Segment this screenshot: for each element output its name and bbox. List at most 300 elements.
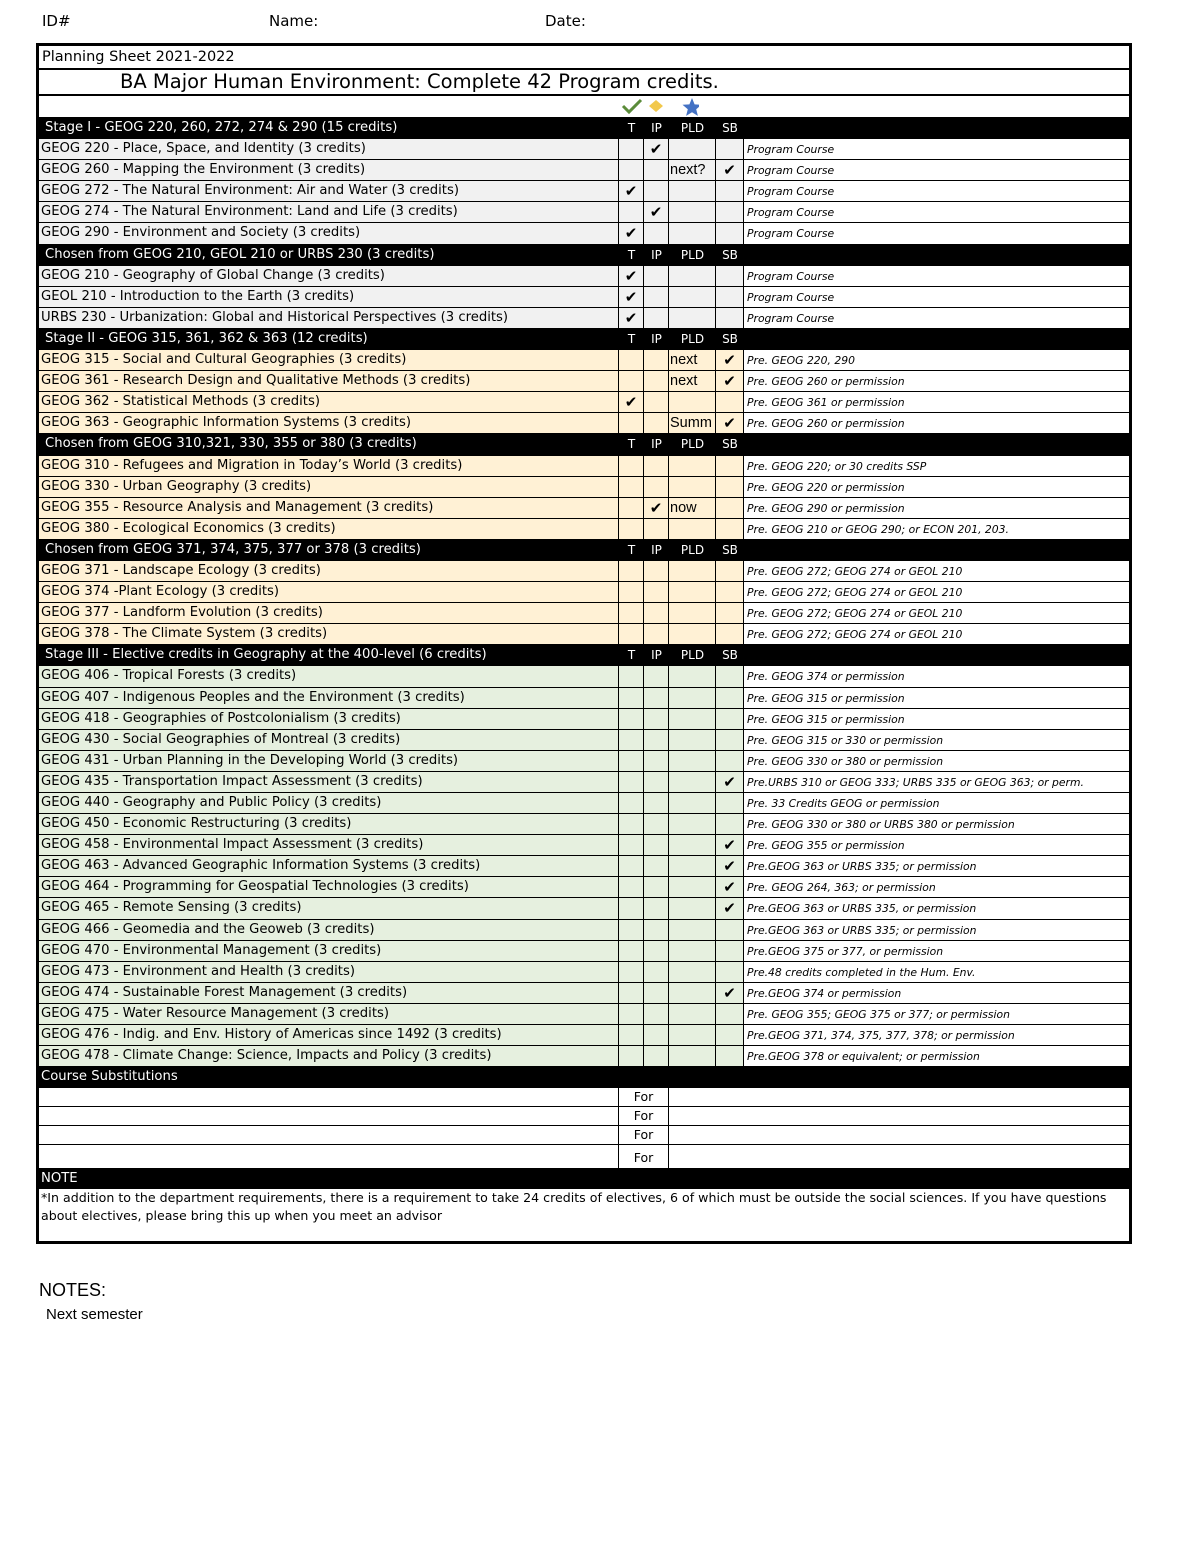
prerequisite-note: Pre. GEOG 272; GEOG 274 or GEOL 210 (747, 564, 963, 578)
section-blank (744, 434, 1129, 454)
status-pld-cell[interactable] (669, 730, 716, 750)
course-row (39, 983, 1129, 1004)
prerequisite-note: Pre. GEOG 264, 363; or permission (747, 881, 936, 895)
section-blank (744, 245, 1129, 265)
status-sb-cell[interactable] (716, 181, 744, 201)
course-row (39, 751, 1129, 772)
col-header-t: T (627, 121, 636, 135)
status-ip-cell[interactable] (644, 688, 669, 708)
course-row (39, 181, 1129, 202)
course-name: GEOG 355 - Resource Analysis and Management (3 credits) (39, 498, 619, 518)
course-name: GEOG 362 - Statistical Methods (3 credits) (39, 392, 619, 412)
col-header-pld: PLD (680, 247, 705, 262)
course-name: GEOG 380 - Ecological Economics (3 credits) (39, 519, 619, 539)
status-sb-cell[interactable]: ✔ (716, 856, 744, 876)
status-pld-cell[interactable] (669, 962, 716, 982)
col-header-sb: SB (722, 437, 738, 452)
status-ip-cell[interactable] (644, 1046, 669, 1066)
status-t-cell[interactable] (619, 160, 644, 180)
col-header-ip: IP (651, 648, 662, 663)
section-blank (744, 329, 1129, 349)
status-ip-cell[interactable] (644, 814, 669, 834)
col-header-sb: SB (722, 247, 738, 262)
col-header-t: T (627, 331, 636, 346)
status-sb-cell[interactable] (716, 751, 744, 771)
status-ip-cell[interactable] (644, 877, 669, 897)
status-sb-cell[interactable]: ✔ (716, 371, 744, 391)
substitution-course-field[interactable] (39, 1088, 619, 1106)
notes-text: Next semester (46, 1306, 143, 1323)
status-pld-cell[interactable] (669, 898, 716, 918)
prerequisite-note: Pre. GEOG 210 or GEOG 290; or ECON 201, 203. (747, 522, 1009, 536)
col-header-pld: PLD (680, 648, 705, 663)
status-t-cell[interactable] (619, 350, 644, 370)
status-t-cell[interactable] (619, 1025, 644, 1045)
status-sb-cell[interactable] (716, 920, 744, 940)
status-pld-cell[interactable] (669, 139, 716, 159)
course-row (39, 856, 1129, 877)
section-title: Chosen from GEOG 371, 374, 375, 377 or 378 (3 credits) (45, 541, 421, 557)
status-t-cell[interactable] (619, 1046, 644, 1066)
course-name: GEOG 470 - Environmental Management (3 credits) (39, 941, 619, 961)
status-t-cell[interactable] (619, 983, 644, 1003)
course-row (39, 202, 1129, 223)
status-t-cell[interactable] (619, 139, 644, 159)
col-header-ip: IP (651, 331, 662, 346)
prerequisite-note: Pre. GEOG 315 or 330 or permission (747, 733, 944, 747)
status-ip-cell[interactable]: ✔ (644, 498, 669, 518)
col-header-t: T (627, 542, 636, 557)
section-title: Chosen from GEOG 210, GEOL 210 or URBS 230 (3 credits) (45, 246, 435, 262)
course-name: GEOG 371 - Landscape Ecology (3 credits) (39, 561, 619, 581)
course-name: GEOG 418 - Geographies of Postcolonialism (3 credits) (39, 709, 619, 729)
status-pld-cell[interactable] (669, 266, 716, 286)
prerequisite-note: Pre. GEOG 272; GEOG 274 or GEOL 210 (747, 628, 963, 642)
status-pld-cell[interactable] (669, 582, 716, 602)
prerequisite-note: Pre.GEOG 378 or equivalent; or permission (747, 1050, 980, 1064)
status-pld-cell[interactable] (669, 1046, 716, 1066)
status-t-cell[interactable] (619, 582, 644, 602)
course-row (39, 456, 1129, 477)
status-ip-cell[interactable] (644, 350, 669, 370)
status-pld-cell[interactable] (669, 983, 716, 1003)
course-row (39, 835, 1129, 856)
prerequisite-note: Pre. GEOG 330 or 380 or URBS 380 or permission (747, 818, 1015, 832)
section-blank (744, 540, 1129, 560)
course-name: GEOG 465 - Remote Sensing (3 credits) (39, 898, 619, 918)
status-t-cell[interactable] (619, 730, 644, 750)
prerequisite-note: Pre. GEOG 272; GEOG 274 or GEOL 210 (747, 586, 963, 600)
status-pld-cell[interactable] (669, 223, 716, 243)
substitution-course-field[interactable] (39, 1126, 619, 1144)
status-ip-cell[interactable] (644, 983, 669, 1003)
planning-title: Planning Sheet 2021-2022 (39, 46, 1129, 70)
status-pld-cell[interactable] (669, 856, 716, 876)
status-pld-cell[interactable] (669, 877, 716, 897)
status-sb-cell[interactable] (716, 202, 744, 222)
status-pld-cell[interactable]: now (669, 498, 716, 518)
prerequisite-note: Pre. GEOG 260 or permission (747, 417, 905, 431)
substitution-course-field[interactable] (39, 1145, 619, 1168)
col-header-pld: PLD (680, 121, 705, 135)
status-ip-cell[interactable] (644, 519, 669, 539)
course-name: URBS 230 - Urbanization: Global and Historical Perspectives (3 credits) (39, 308, 619, 328)
substitution-replaced-field[interactable] (669, 1088, 1129, 1106)
col-header-pld: PLD (680, 437, 705, 452)
status-ip-cell[interactable] (644, 772, 669, 792)
status-t-cell[interactable]: ✔ (619, 308, 644, 328)
substitutions-header (39, 1067, 1129, 1088)
section-title: Stage I - GEOG 220, 260, 272, 274 & 290 (15 credits) (45, 120, 398, 135)
status-pld-cell[interactable] (669, 561, 716, 581)
status-t-cell[interactable] (619, 456, 644, 476)
section-blank (744, 645, 1129, 665)
col-header-pld: PLD (680, 542, 705, 557)
status-t-cell[interactable]: ✔ (619, 392, 644, 412)
course-name: GEOG 272 - The Natural Environment: Air and Water (3 credits) (39, 181, 619, 201)
status-ip-cell[interactable] (644, 624, 669, 644)
note-title: NOTE (39, 1168, 1129, 1189)
course-row (39, 1046, 1129, 1067)
status-sb-cell[interactable] (716, 1004, 744, 1024)
course-name: GEOG 315 - Social and Cultural Geographies (3 credits) (39, 350, 619, 370)
legend-row (39, 96, 1129, 118)
status-ip-cell[interactable]: ✔ (644, 202, 669, 222)
course-row (39, 962, 1129, 983)
status-sb-cell[interactable]: ✔ (716, 772, 744, 792)
course-row (39, 160, 1129, 181)
diamond-icon (649, 100, 663, 112)
course-row (39, 772, 1129, 793)
status-pld-cell[interactable] (669, 835, 716, 855)
status-ip-cell[interactable] (644, 835, 669, 855)
status-ip-cell[interactable] (644, 666, 669, 686)
section-header-row (39, 245, 1129, 266)
course-name: GEOG 474 - Sustainable Forest Management (3 credits) (39, 983, 619, 1003)
prerequisite-note: Pre. GEOG 220, 290 (747, 354, 856, 368)
prerequisite-note: Pre.GEOG 363 or URBS 335; or permission (747, 860, 977, 874)
prerequisite-note: Pre. GEOG 355 or permission (747, 839, 905, 853)
status-ip-cell[interactable] (644, 287, 669, 307)
course-name: GEOG 406 - Tropical Forests (3 credits) (39, 666, 619, 686)
course-row (39, 709, 1129, 730)
star-icon (683, 98, 700, 116)
status-t-cell[interactable] (619, 603, 644, 623)
status-ip-cell[interactable] (644, 793, 669, 813)
course-name: GEOG 464 - Programming for Geospatial Technologies (3 credits) (39, 877, 619, 897)
col-header-t: T (627, 648, 636, 663)
status-sb-cell[interactable] (716, 519, 744, 539)
notes-title: NOTES: (39, 1280, 107, 1300)
status-pld-cell[interactable] (669, 793, 716, 813)
status-pld-cell[interactable] (669, 1025, 716, 1045)
status-pld-cell[interactable]: next (669, 371, 716, 391)
col-header-pld: PLD (680, 331, 705, 346)
status-ip-cell[interactable] (644, 962, 669, 982)
substitution-for-label: For (619, 1126, 669, 1144)
status-ip-cell[interactable] (644, 856, 669, 876)
status-t-cell[interactable] (619, 920, 644, 940)
status-t-cell[interactable] (619, 814, 644, 834)
status-ip-cell[interactable] (644, 920, 669, 940)
status-ip-cell[interactable] (644, 709, 669, 729)
status-sb-cell[interactable] (716, 223, 744, 243)
status-sb-cell[interactable] (716, 709, 744, 729)
substitutions-table (39, 1088, 1129, 1168)
status-sb-cell[interactable] (716, 962, 744, 982)
course-name: GEOG 377 - Landform Evolution (3 credits) (39, 603, 619, 623)
course-row (39, 308, 1129, 329)
prerequisite-note: Pre.URBS 310 or GEOG 333; URBS 335 or GEOG 363; or perm. (747, 775, 1084, 789)
course-name: GEOG 407 - Indigenous Peoples and the Environment (3 credits) (39, 688, 619, 708)
status-sb-cell[interactable] (716, 603, 744, 623)
status-t-cell[interactable] (619, 519, 644, 539)
course-row (39, 941, 1129, 962)
status-ip-cell[interactable] (644, 223, 669, 243)
status-t-cell[interactable] (619, 624, 644, 644)
status-ip-cell[interactable] (644, 941, 669, 961)
status-t-cell[interactable] (619, 772, 644, 792)
status-t-cell[interactable] (619, 561, 644, 581)
prerequisite-note: Pre.48 credits completed in the Hum. Env. (747, 965, 976, 979)
status-t-cell[interactable] (619, 688, 644, 708)
course-row (39, 730, 1129, 751)
course-name: GEOG 374 -Plant Ecology (3 credits) (39, 582, 619, 602)
status-pld-cell[interactable]: next (669, 350, 716, 370)
prerequisite-note: Pre.GEOG 375 or 377, or permission (747, 944, 944, 958)
course-name: GEOG 435 - Transportation Impact Assessment (3 credits) (39, 772, 619, 792)
status-ip-cell[interactable] (644, 371, 669, 391)
course-name: GEOG 473 - Environment and Health (3 credits) (39, 962, 619, 982)
status-pld-cell[interactable]: Summ (669, 413, 716, 433)
course-row (39, 920, 1129, 941)
status-sb-cell[interactable]: ✔ (716, 898, 744, 918)
section-header-row (39, 329, 1129, 350)
course-row (39, 223, 1129, 244)
status-pld-cell[interactable] (669, 477, 716, 497)
prerequisite-note: Program Course (747, 164, 835, 178)
status-t-cell[interactable] (619, 413, 644, 433)
section-header-row (39, 434, 1129, 455)
prerequisite-note: Pre. GEOG 374 or permission (747, 670, 905, 684)
prerequisite-note: Pre.GEOG 374 or permission (747, 986, 902, 1000)
status-sb-cell[interactable] (716, 1046, 744, 1066)
course-row (39, 1004, 1129, 1025)
status-ip-cell[interactable]: ✔ (644, 139, 669, 159)
section-blank (744, 118, 1129, 138)
status-t-cell[interactable] (619, 498, 644, 518)
substitution-for-label: For (619, 1107, 669, 1125)
status-pld-cell[interactable] (669, 688, 716, 708)
course-row (39, 624, 1129, 645)
substitution-course-field[interactable] (39, 1107, 619, 1125)
status-t-cell[interactable]: ✔ (619, 223, 644, 243)
prerequisite-note: Program Course (747, 290, 835, 304)
status-pld-cell[interactable] (669, 456, 716, 476)
status-ip-cell[interactable] (644, 308, 669, 328)
course-name: GEOG 475 - Water Resource Management (3 credits) (39, 1004, 619, 1024)
prerequisite-note: Program Course (747, 311, 835, 325)
course-name: GEOG 463 - Advanced Geographic Information Systems (3 credits) (39, 856, 619, 876)
status-sb-cell[interactable] (716, 561, 744, 581)
status-sb-cell[interactable] (716, 266, 744, 286)
status-t-cell[interactable] (619, 856, 644, 876)
status-t-cell[interactable] (619, 666, 644, 686)
status-t-cell[interactable]: ✔ (619, 181, 644, 201)
status-sb-cell[interactable] (716, 456, 744, 476)
status-sb-cell[interactable] (716, 730, 744, 750)
prerequisite-note: Pre. 33 Credits GEOG or permission (747, 797, 940, 810)
status-pld-cell[interactable] (669, 814, 716, 834)
status-sb-cell[interactable]: ✔ (716, 983, 744, 1003)
col-header-sb: SB (722, 648, 738, 663)
status-sb-cell[interactable] (716, 477, 744, 497)
status-t-cell[interactable]: ✔ (619, 266, 644, 286)
status-ip-cell[interactable] (644, 751, 669, 771)
status-pld-cell[interactable] (669, 666, 716, 686)
status-ip-cell[interactable] (644, 181, 669, 201)
prerequisite-note: Pre.GEOG 371, 374, 375, 377, 378; or permission (747, 1029, 1015, 1043)
note-text: *In addition to the department requirements, there is a requirement to take 24 credits of electives, 6 of which must be outside the social sciences. If you have questions about electives, please bring this up when you meet an advisor (41, 1190, 1107, 1224)
name-label: Name: (269, 12, 319, 30)
status-ip-cell[interactable] (644, 561, 669, 581)
course-name: GEOG 361 - Research Design and Qualitative Methods (3 credits) (39, 371, 619, 391)
prerequisite-note: Program Course (747, 269, 835, 283)
status-pld-cell[interactable] (669, 1004, 716, 1024)
status-ip-cell[interactable] (644, 160, 669, 180)
status-pld-cell[interactable] (669, 751, 716, 771)
prerequisite-note: Pre. GEOG 220 or permission (747, 480, 905, 494)
status-sb-cell[interactable] (716, 582, 744, 602)
status-t-cell[interactable] (619, 709, 644, 729)
course-name: GEOG 440 - Geography and Public Policy (3 credits) (39, 793, 619, 813)
status-t-cell[interactable] (619, 962, 644, 982)
status-ip-cell[interactable] (644, 603, 669, 623)
status-pld-cell[interactable]: next? (669, 160, 716, 180)
status-pld-cell[interactable] (669, 308, 716, 328)
status-sb-cell[interactable] (716, 814, 744, 834)
substitution-row (39, 1107, 1129, 1126)
status-sb-cell[interactable] (716, 666, 744, 686)
status-t-cell[interactable] (619, 877, 644, 897)
status-sb-cell[interactable] (716, 624, 744, 644)
col-header-t: T (627, 247, 636, 262)
status-ip-cell[interactable] (644, 392, 669, 412)
col-header-sb: SB (722, 121, 738, 135)
status-t-cell[interactable] (619, 898, 644, 918)
course-name: GEOG 274 - The Natural Environment: Land and Life (3 credits) (39, 202, 619, 222)
status-sb-cell[interactable]: ✔ (716, 877, 744, 897)
status-pld-cell[interactable] (669, 392, 716, 412)
status-pld-cell[interactable] (669, 603, 716, 623)
course-name: GEOG 330 - Urban Geography (3 credits) (39, 477, 619, 497)
status-sb-cell[interactable] (716, 392, 744, 412)
substitution-row (39, 1145, 1129, 1168)
substitution-row (39, 1088, 1129, 1107)
status-pld-cell[interactable] (669, 920, 716, 940)
substitution-replaced-field[interactable] (669, 1126, 1129, 1144)
status-sb-cell[interactable] (716, 688, 744, 708)
course-row (39, 413, 1129, 434)
status-pld-cell[interactable] (669, 202, 716, 222)
course-row (39, 287, 1129, 308)
prerequisite-note: Pre. GEOG 290 or permission (747, 501, 905, 515)
status-sb-cell[interactable] (716, 498, 744, 518)
course-row (39, 688, 1129, 709)
status-pld-cell[interactable] (669, 624, 716, 644)
course-name: GEOG 363 - Geographic Information Systems (3 credits) (39, 413, 619, 433)
status-t-cell[interactable] (619, 371, 644, 391)
status-t-cell[interactable] (619, 202, 644, 222)
status-ip-cell[interactable] (644, 582, 669, 602)
course-name: GEOG 476 - Indig. and Env. History of Americas since 1492 (3 credits) (39, 1025, 619, 1045)
status-sb-cell[interactable]: ✔ (716, 160, 744, 180)
status-ip-cell[interactable] (644, 1004, 669, 1024)
status-ip-cell[interactable] (644, 266, 669, 286)
col-header-ip: IP (651, 121, 662, 135)
course-name: GEOG 210 - Geography of Global Change (3 credits) (39, 266, 619, 286)
course-row (39, 266, 1129, 287)
major-title: BA Major Human Environment: Complete 42 Program credits. (39, 70, 1129, 96)
status-sb-cell[interactable] (716, 287, 744, 307)
status-sb-cell[interactable] (716, 1025, 744, 1045)
status-ip-cell[interactable] (644, 898, 669, 918)
status-ip-cell[interactable] (644, 477, 669, 497)
course-name: GEOG 450 - Economic Restructuring (3 credits) (39, 814, 619, 834)
status-sb-cell[interactable] (716, 941, 744, 961)
course-name: GEOG 220 - Place, Space, and Identity (3 credits) (39, 139, 619, 159)
course-row (39, 350, 1129, 371)
status-sb-cell[interactable]: ✔ (716, 350, 744, 370)
col-header-t: T (627, 437, 636, 452)
prerequisite-note: Pre. GEOG 220; or 30 credits SSP (747, 459, 927, 473)
status-sb-cell[interactable] (716, 308, 744, 328)
status-sb-cell[interactable]: ✔ (716, 413, 744, 433)
status-ip-cell[interactable] (644, 730, 669, 750)
status-t-cell[interactable] (619, 477, 644, 497)
status-t-cell[interactable] (619, 793, 644, 813)
substitution-replaced-field[interactable] (669, 1107, 1129, 1125)
status-pld-cell[interactable] (669, 181, 716, 201)
prerequisite-note: Pre. GEOG 315 or permission (747, 712, 905, 726)
course-name: GEOG 290 - Environment and Society (3 credits) (39, 223, 619, 243)
status-pld-cell[interactable] (669, 709, 716, 729)
prerequisite-note: Program Course (747, 206, 835, 220)
status-ip-cell[interactable] (644, 456, 669, 476)
course-row (39, 666, 1129, 687)
status-t-cell[interactable] (619, 941, 644, 961)
status-t-cell[interactable] (619, 751, 644, 771)
status-sb-cell[interactable] (716, 139, 744, 159)
planning-sheet (36, 43, 1132, 1244)
status-pld-cell[interactable] (669, 772, 716, 792)
status-ip-cell[interactable] (644, 1025, 669, 1045)
status-pld-cell[interactable] (669, 287, 716, 307)
substitution-replaced-field[interactable] (669, 1145, 1129, 1168)
col-header-sb: SB (722, 542, 738, 557)
course-row (39, 371, 1129, 392)
status-t-cell[interactable] (619, 835, 644, 855)
status-t-cell[interactable] (619, 1004, 644, 1024)
course-name: GEOG 478 - Climate Change: Science, Impacts and Policy (3 credits) (39, 1046, 619, 1066)
status-pld-cell[interactable] (669, 941, 716, 961)
status-sb-cell[interactable]: ✔ (716, 835, 744, 855)
status-pld-cell[interactable] (669, 519, 716, 539)
status-t-cell[interactable]: ✔ (619, 287, 644, 307)
prerequisite-note: Pre. GEOG 361 or permission (747, 396, 905, 410)
status-ip-cell[interactable] (644, 413, 669, 433)
status-sb-cell[interactable] (716, 793, 744, 813)
